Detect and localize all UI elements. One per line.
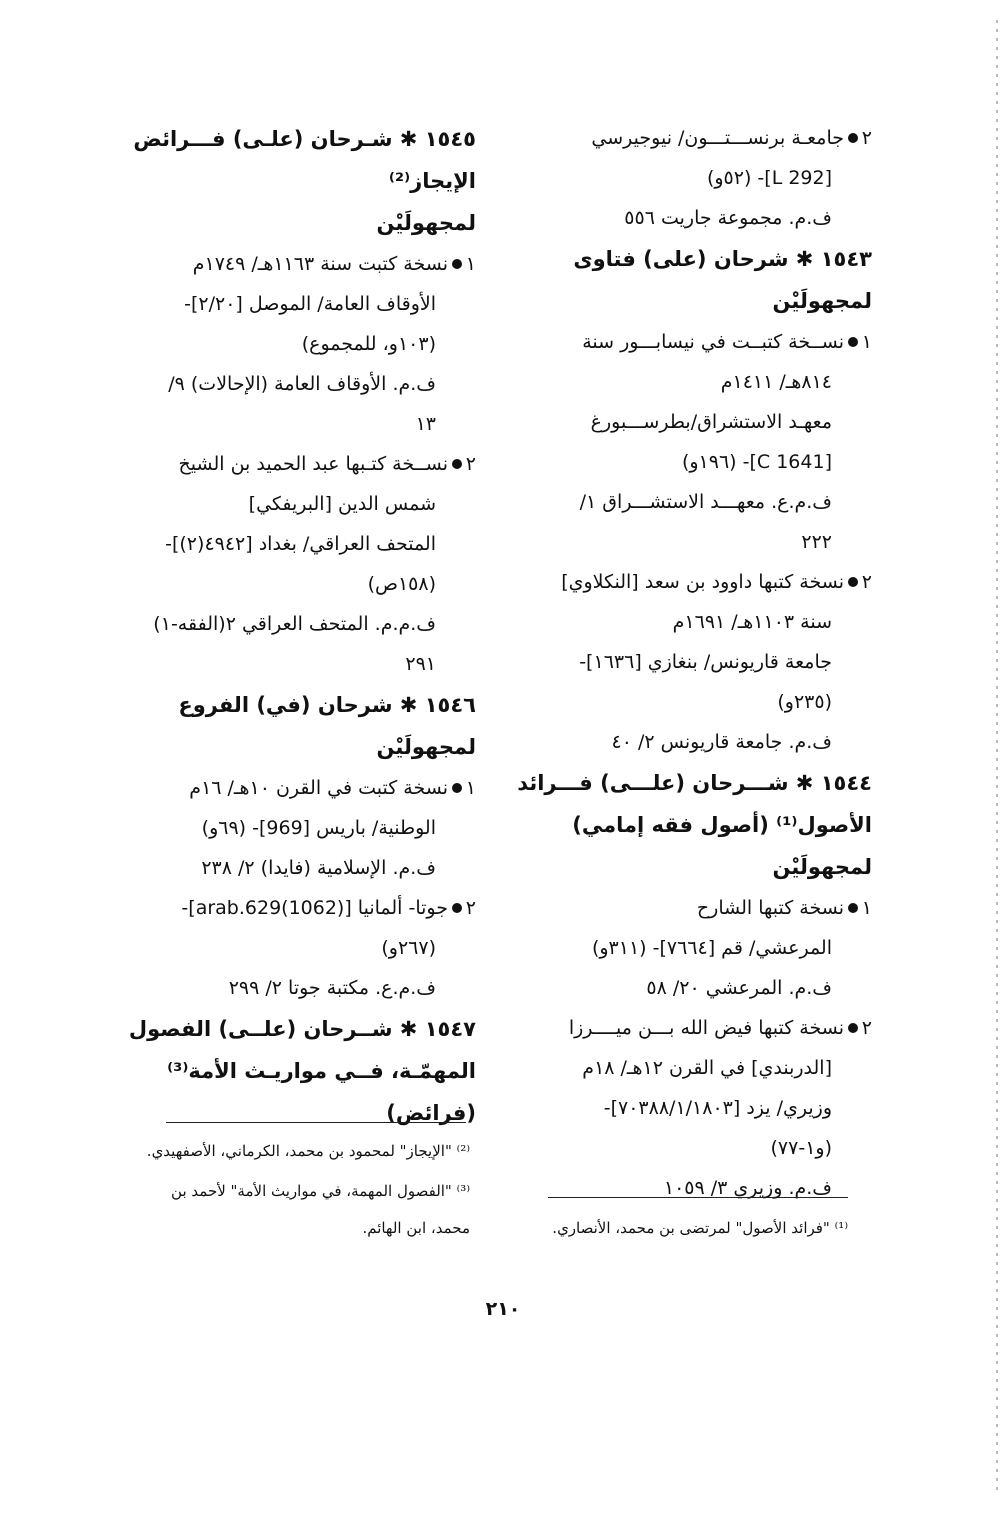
entry-heading: ١٥٤٧ ✱ شــرحان (علــى) الفصول (128, 1017, 476, 1041)
entry-heading: لمجهولَيْن (772, 855, 872, 879)
page-number: ٢١٠ (485, 1298, 521, 1320)
entry-line: (٢٦٧و) (381, 937, 436, 959)
entry-line: ١٣ (415, 413, 436, 435)
entry-line: ف.م. جامعة قاريونس ٢/ ٤٠ (611, 731, 832, 753)
entry-line: ف.م. المرعشي ٢٠/ ٥٨ (646, 977, 832, 999)
entry-heading: ١٥٤٦ ✱ شرحان (في) الفروع (178, 693, 476, 717)
entry-line: (١٠٣و، للمجموع) (301, 333, 436, 355)
entry-line: شمس الدين [البريفكي] (248, 493, 436, 515)
entry-line: الوطنية/ باريس [969]- (٦٩و) (201, 817, 436, 839)
entry-1544 (512, 762, 872, 1208)
entry-1547 (128, 1008, 476, 1134)
entry-line: ٨١٤هـ/ ١٤١١م (720, 371, 832, 393)
entry-line: ف.م. الإسلامية (فايدا) ٢/ ٢٣٨ (201, 857, 436, 879)
entry-line: ٢نسخة كتبها داوود بن سعد [النكلاوي] (561, 571, 872, 593)
footnote-separator-left (166, 1122, 466, 1123)
entry-heading: (فرائض) (386, 1101, 476, 1125)
entry-line: ٢٩١ (405, 653, 436, 675)
entry-line: ١نسخة كتبت في القرن ١٠هـ/ ١٦م (189, 777, 476, 799)
entry-1546 (128, 684, 476, 1008)
entry-line: ٢٢٢ (801, 531, 832, 553)
entry-line: ف.م.م. المتحف العراقي ٢(الفقه-١) (153, 613, 436, 635)
entry-line: (و١-٧٧) (770, 1137, 832, 1159)
entry-1543 (512, 238, 872, 762)
entry-line: ١نسخة كتبها الشارح (696, 897, 872, 919)
entry-line: ٢نســخة كتـبها عبد الحميد بن الشيخ (178, 453, 476, 475)
entry-line: [C 1641]- (١٩٦و) (681, 451, 832, 473)
entry-heading: ١٥٤٥ ✱ شـرحان (علـى) فـــرائض (133, 127, 476, 151)
entry-line: ٢جوتا- ألمانيا [arab.629(1062)]- (181, 897, 476, 919)
entry-heading: الإيجاز⁽²⁾ (388, 169, 476, 193)
footnote-1: ⁽¹⁾ "فرائد الأصول" لمرتضى بن محمد، الأنصاري. (552, 1219, 848, 1237)
entry-heading: لمجهولَيْن (772, 289, 872, 313)
entry-line: سنة ١١٠٣هـ/ ١٦٩١م (672, 611, 832, 633)
entry-line: ف.م.ع. مكتبة جوتا ٢/ ٢٩٩ (228, 977, 436, 999)
entry-line: وزيري/ يزد [٧٠٣٨٨/١/١٨٠٣]- (603, 1097, 832, 1119)
entry-line: (١٥٨ص) (367, 573, 436, 595)
entry-line: ٢نسخة كتبها فيض الله بـــن ميــــرزا (568, 1017, 872, 1039)
footnote-2: ⁽²⁾ "الإيجاز" لمحمود بن محمد، الكرماني، الأصفهيدي. (146, 1142, 470, 1160)
right-column (512, 118, 872, 1208)
entry-line: الأوقاف العامة/ الموصل [٢/٢٠]- (184, 293, 436, 315)
entry-line: ف.م. مجموعة جاريت ٥٥٦ (624, 207, 832, 229)
entry-continued (512, 118, 872, 238)
entry-line: [L 292]- (٥٢و) (706, 167, 832, 189)
entry-heading: المهمّـة، فــي مواريـث الأمة⁽³⁾ (167, 1059, 476, 1083)
entry-heading: الأصول⁽¹⁾ (أصول فقه إمامي) (572, 813, 872, 837)
entry-line: ف.م. الأوقاف العامة (الإحالات) ٩/ (168, 373, 436, 395)
entry-1545 (128, 118, 476, 684)
left-column (128, 118, 476, 1134)
entry-line: المرعشي/ قم [٧٦٦٤]- (٣١١و) (591, 937, 832, 959)
entry-line: ١نســخة كتبــت في نيسابـــور سنة (582, 331, 872, 353)
entry-line: جامعة قاريونس/ بنغازي [١٦٣٦]- (579, 651, 832, 673)
entry-heading: ١٥٤٤ ✱ شـــرحان (علـــى) فـــرائد (517, 771, 872, 795)
entry-line: ٢جامعـة برنســـتـــون/ نيوجيرسي (591, 127, 872, 149)
entry-line: ف.م.ع. معهـــد الاستشـــراق ١/ (579, 491, 832, 513)
entry-heading: لمجهولَيْن (376, 211, 476, 235)
entry-heading: لمجهولَيْن (376, 735, 476, 759)
entry-line: المتحف العراقي/ بغداد [٤٩٤٢(٢)]- (165, 533, 436, 555)
entry-line: (٢٣٥و) (777, 691, 832, 713)
entry-line: ف.م. وزيري ٣/ ١٠٥٩ (663, 1177, 832, 1199)
entry-line: معهـد الاستشراق/بطرســـبورغ (590, 411, 832, 433)
footnote-separator-right (548, 1197, 848, 1198)
footnote-3-cont: محمد، ابن الهائم. (362, 1219, 470, 1237)
scan-edge-artifact (996, 20, 998, 1490)
entry-heading: ١٥٤٣ ✱ شرحان (على) فتاوى (573, 247, 872, 271)
entry-line: ١نسخة كتبت سنة ١١٦٣هـ/ ١٧٤٩م (192, 253, 476, 275)
entry-line: [الدربندي] في القرن ١٢هـ/ ١٨م (582, 1057, 832, 1079)
footnote-3: ⁽³⁾ "الفصول المهمة، في مواريث الأمة" لأحمد بن (171, 1182, 470, 1200)
